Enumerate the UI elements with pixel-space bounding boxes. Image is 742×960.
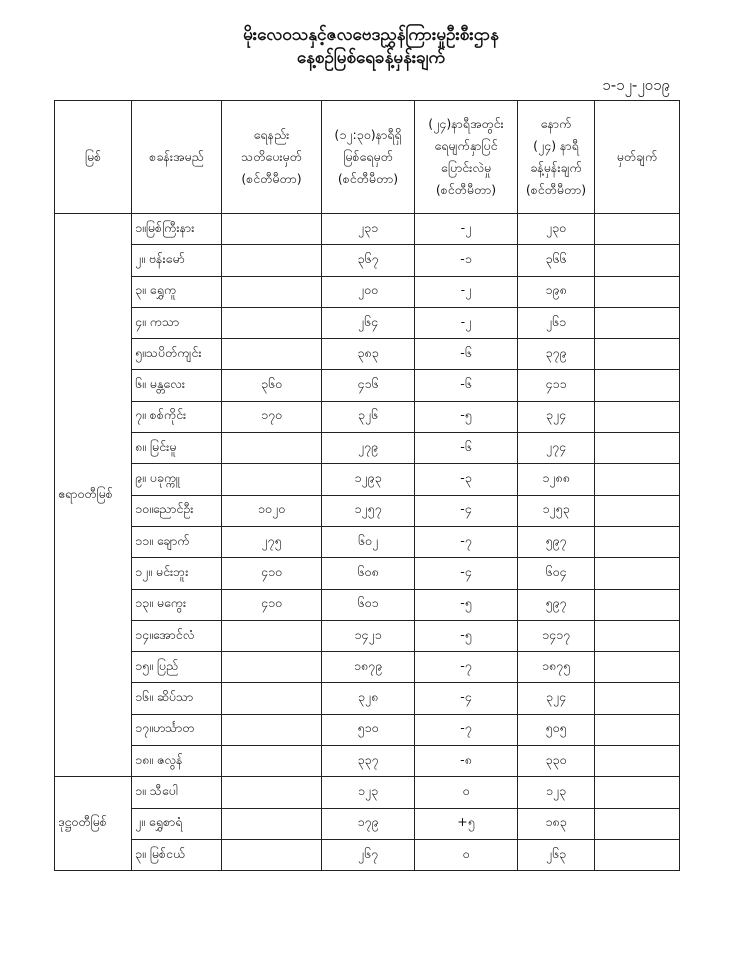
water-level-cell: ၂၀၀ — [322, 276, 415, 307]
station-cell: ၁။မြစ်ကြီးနား — [132, 214, 222, 245]
remark-cell — [595, 526, 680, 557]
remark-cell — [595, 276, 680, 307]
change-cell: -၅ — [415, 589, 518, 620]
danger-level-cell: ၁၀၂၀ — [222, 495, 322, 526]
forecast-cell: ၅၀၅ — [518, 714, 595, 745]
forecast-cell: ၃၃၀ — [518, 746, 595, 777]
table-row — [55, 558, 680, 589]
station-cell: ၇။ စစ်ကိုင်း — [132, 401, 222, 432]
station-cell: ၁၈။ ဇလွန် — [132, 746, 222, 777]
station-cell: ၁၂။ မင်းဘူး — [132, 558, 222, 589]
table-row — [55, 746, 680, 777]
danger-level-cell — [222, 433, 322, 464]
danger-level-cell: ၄၁၀ — [222, 589, 322, 620]
report-date: ၁-၁၂-၂၀၁၉ — [602, 76, 670, 94]
forecast-cell: ၃၂၄ — [518, 401, 595, 432]
station-cell: ၂။ ရွှေစာရံ — [132, 808, 222, 839]
table-row — [55, 652, 680, 683]
remark-cell — [595, 401, 680, 432]
forecast-cell: ၆၀၄ — [518, 558, 595, 589]
station-cell: ၃။ မြစ်ငယ် — [132, 839, 222, 870]
col-remark-header: မှတ်ချက် — [595, 101, 680, 214]
water-level-cell: ၆၀၈ — [322, 558, 415, 589]
report-subtitle: နေ့စဉ်မြစ်ရေခန့်မှန်းချက် — [296, 48, 446, 68]
change-cell: -၇ — [415, 714, 518, 745]
forecast-cell: ၄၁၁ — [518, 370, 595, 401]
danger-level-cell — [222, 307, 322, 338]
remark-cell — [595, 589, 680, 620]
forecast-cell: ၁၂၃ — [518, 777, 595, 808]
water-level-cell: ၁၇၉ — [322, 808, 415, 839]
change-cell: -၄ — [415, 558, 518, 589]
remark-cell — [595, 245, 680, 276]
station-cell: ၄။ ကသာ — [132, 307, 222, 338]
remark-cell — [595, 558, 680, 589]
remark-cell — [595, 464, 680, 495]
change-cell: -၂ — [415, 276, 518, 307]
forecast-cell: ၁၉၈ — [518, 276, 595, 307]
station-cell: ၁၃။ မကွေး — [132, 589, 222, 620]
danger-level-cell: ၂၇၅ — [222, 526, 322, 557]
forecast-cell: ၁၂၈၈ — [518, 464, 595, 495]
change-cell: -၅ — [415, 620, 518, 651]
danger-level-cell — [222, 777, 322, 808]
change-cell: -၁ — [415, 245, 518, 276]
col-danger-header: ရေနည်း သတိပေးမှတ် (စင်တီမီတာ) — [222, 101, 322, 214]
change-cell: -၇ — [415, 526, 518, 557]
water-level-cell: ၅၁၀ — [322, 714, 415, 745]
danger-level-cell — [222, 808, 322, 839]
col-river-header: မြစ် — [55, 101, 132, 214]
water-level-cell: ၃၂၆ — [322, 401, 415, 432]
table-row — [55, 683, 680, 714]
water-level-cell: ၂၆၇ — [322, 839, 415, 870]
forecast-cell: ၃၇၉ — [518, 339, 595, 370]
danger-level-cell — [222, 276, 322, 307]
forecast-cell: ၁၄၁၇ — [518, 620, 595, 651]
change-cell: -၇ — [415, 652, 518, 683]
table-row — [55, 214, 680, 245]
station-cell: ၆။ မန္တလေး — [132, 370, 222, 401]
remark-cell — [595, 339, 680, 370]
change-cell: ၀ — [415, 777, 518, 808]
water-level-cell: ၁၂၅၇ — [322, 495, 415, 526]
water-level-cell: ၂၃၁ — [322, 214, 415, 245]
danger-level-cell — [222, 339, 322, 370]
remark-cell — [595, 620, 680, 651]
table-row — [55, 495, 680, 526]
forecast-cell: ၃၆၆ — [518, 245, 595, 276]
remark-cell — [595, 214, 680, 245]
forecast-cell: ၂၇၄ — [518, 433, 595, 464]
change-cell: -၅ — [415, 401, 518, 432]
change-cell: +၅ — [415, 808, 518, 839]
danger-level-cell — [222, 714, 322, 745]
col-station-header: စခန်းအမည် — [132, 101, 222, 214]
change-cell: -၃ — [415, 464, 518, 495]
remark-cell — [595, 839, 680, 870]
danger-level-cell — [222, 464, 322, 495]
change-cell: -၂ — [415, 214, 518, 245]
water-level-cell: ၁၄၂၁ — [322, 620, 415, 651]
remark-cell — [595, 370, 680, 401]
table-row — [55, 401, 680, 432]
danger-level-cell: ၄၁၀ — [222, 558, 322, 589]
water-level-cell: ၁၂၉၃ — [322, 464, 415, 495]
water-level-cell: ၄၁၆ — [322, 370, 415, 401]
station-cell: ၈။ မြင်းမူ — [132, 433, 222, 464]
danger-level-cell — [222, 683, 322, 714]
water-level-cell: ၁၂၃ — [322, 777, 415, 808]
remark-cell — [595, 714, 680, 745]
river-name-cell: ဒုဋ္ဌဝတီမြစ် — [55, 777, 132, 871]
remark-cell — [595, 307, 680, 338]
table-row — [55, 339, 680, 370]
station-cell: ၁၆။ ဆိပ်သာ — [132, 683, 222, 714]
remark-cell — [595, 683, 680, 714]
table-row — [55, 526, 680, 557]
forecast-cell: ၂၆၁ — [518, 307, 595, 338]
danger-level-cell: ၁၇၀ — [222, 401, 322, 432]
water-level-cell: ၃၂၈ — [322, 683, 415, 714]
table-row — [55, 464, 680, 495]
change-cell: -၂ — [415, 307, 518, 338]
table-row — [55, 808, 680, 839]
water-level-cell: ၃၃၇ — [322, 746, 415, 777]
remark-cell — [595, 652, 680, 683]
forecast-cell: ၁၂၅၃ — [518, 495, 595, 526]
danger-level-cell — [222, 245, 322, 276]
table-row — [55, 839, 680, 870]
station-cell: ၂။ ဗန်းမော် — [132, 245, 222, 276]
forecast-cell: ၂၆၃ — [518, 839, 595, 870]
station-cell: ၁၅။ ပြည် — [132, 652, 222, 683]
table-row — [55, 433, 680, 464]
change-cell: -၄ — [415, 495, 518, 526]
danger-level-cell: ၃၆၀ — [222, 370, 322, 401]
table-body — [55, 214, 680, 871]
station-cell: ၁၁။ ချောက် — [132, 526, 222, 557]
remark-cell — [595, 746, 680, 777]
danger-level-cell — [222, 746, 322, 777]
change-cell: -၆ — [415, 433, 518, 464]
forecast-cell: ၃၂၄ — [518, 683, 595, 714]
station-cell: ၁။ သီပေါ — [132, 777, 222, 808]
table-row — [55, 370, 680, 401]
change-cell: ၀ — [415, 839, 518, 870]
danger-level-cell — [222, 839, 322, 870]
forecast-cell: ၅၉၇ — [518, 526, 595, 557]
river-name-cell: ဧရာဝတီမြစ် — [55, 214, 132, 777]
report-title: မိုးလေဝသနှင့်ဇလဗေဒညွှန်ကြားမှုဦးစီးဌာန — [243, 25, 499, 45]
station-cell: ၁၄။အောင်လံ — [132, 620, 222, 651]
water-level-cell: ၂၇၉ — [322, 433, 415, 464]
station-cell: ၉။ ပခုက္ကူ — [132, 464, 222, 495]
table-row — [55, 620, 680, 651]
change-cell: -၈ — [415, 746, 518, 777]
station-cell: ၁၇။ဟင်္သာတ — [132, 714, 222, 745]
table-header-row — [55, 101, 680, 214]
remark-cell — [595, 433, 680, 464]
change-cell: -၄ — [415, 683, 518, 714]
danger-level-cell — [222, 214, 322, 245]
col-forecast-header: နောက် (၂၄) နာရီ ခန့်မှန်းချက် (စင်တီမီတာ) — [518, 101, 595, 214]
water-level-cell: ၂၆၄ — [322, 307, 415, 338]
danger-level-cell — [222, 652, 322, 683]
col-change-header: (၂၄)နာရီအတွင်း ရေမျက်နှာပြင် ပြောင်းလဲမှု (စင်တီမီတာ) — [415, 101, 518, 214]
water-level-cell: ၆၀၁ — [322, 589, 415, 620]
table-row — [55, 589, 680, 620]
table-row — [55, 777, 680, 808]
forecast-cell: ၅၉၇ — [518, 589, 595, 620]
table-row — [55, 245, 680, 276]
table-row — [55, 307, 680, 338]
station-cell: ၃။ ရွှေကူ — [132, 276, 222, 307]
station-cell: ၅။သပိတ်ကျင်း — [132, 339, 222, 370]
table-row — [55, 276, 680, 307]
water-level-cell: ၃၈၃ — [322, 339, 415, 370]
col-level-header: (၁၂:၃၀)နာရီရှိ မြစ်ရေမှတ် (စင်တီမီတာ) — [322, 101, 415, 214]
remark-cell — [595, 777, 680, 808]
remark-cell — [595, 495, 680, 526]
change-cell: -၆ — [415, 370, 518, 401]
danger-level-cell — [222, 620, 322, 651]
water-level-cell: ၆၀၂ — [322, 526, 415, 557]
water-level-cell: ၁၈၇၉ — [322, 652, 415, 683]
forecast-cell: ၁၈၃ — [518, 808, 595, 839]
table-row — [55, 714, 680, 745]
remark-cell — [595, 808, 680, 839]
station-cell: ၁၀။ညောင်ဦး — [132, 495, 222, 526]
forecast-cell: ၁၈၇၅ — [518, 652, 595, 683]
water-level-cell: ၃၆၇ — [322, 245, 415, 276]
forecast-cell: ၂၃၀ — [518, 214, 595, 245]
river-forecast-table — [54, 100, 680, 871]
change-cell: -၆ — [415, 339, 518, 370]
